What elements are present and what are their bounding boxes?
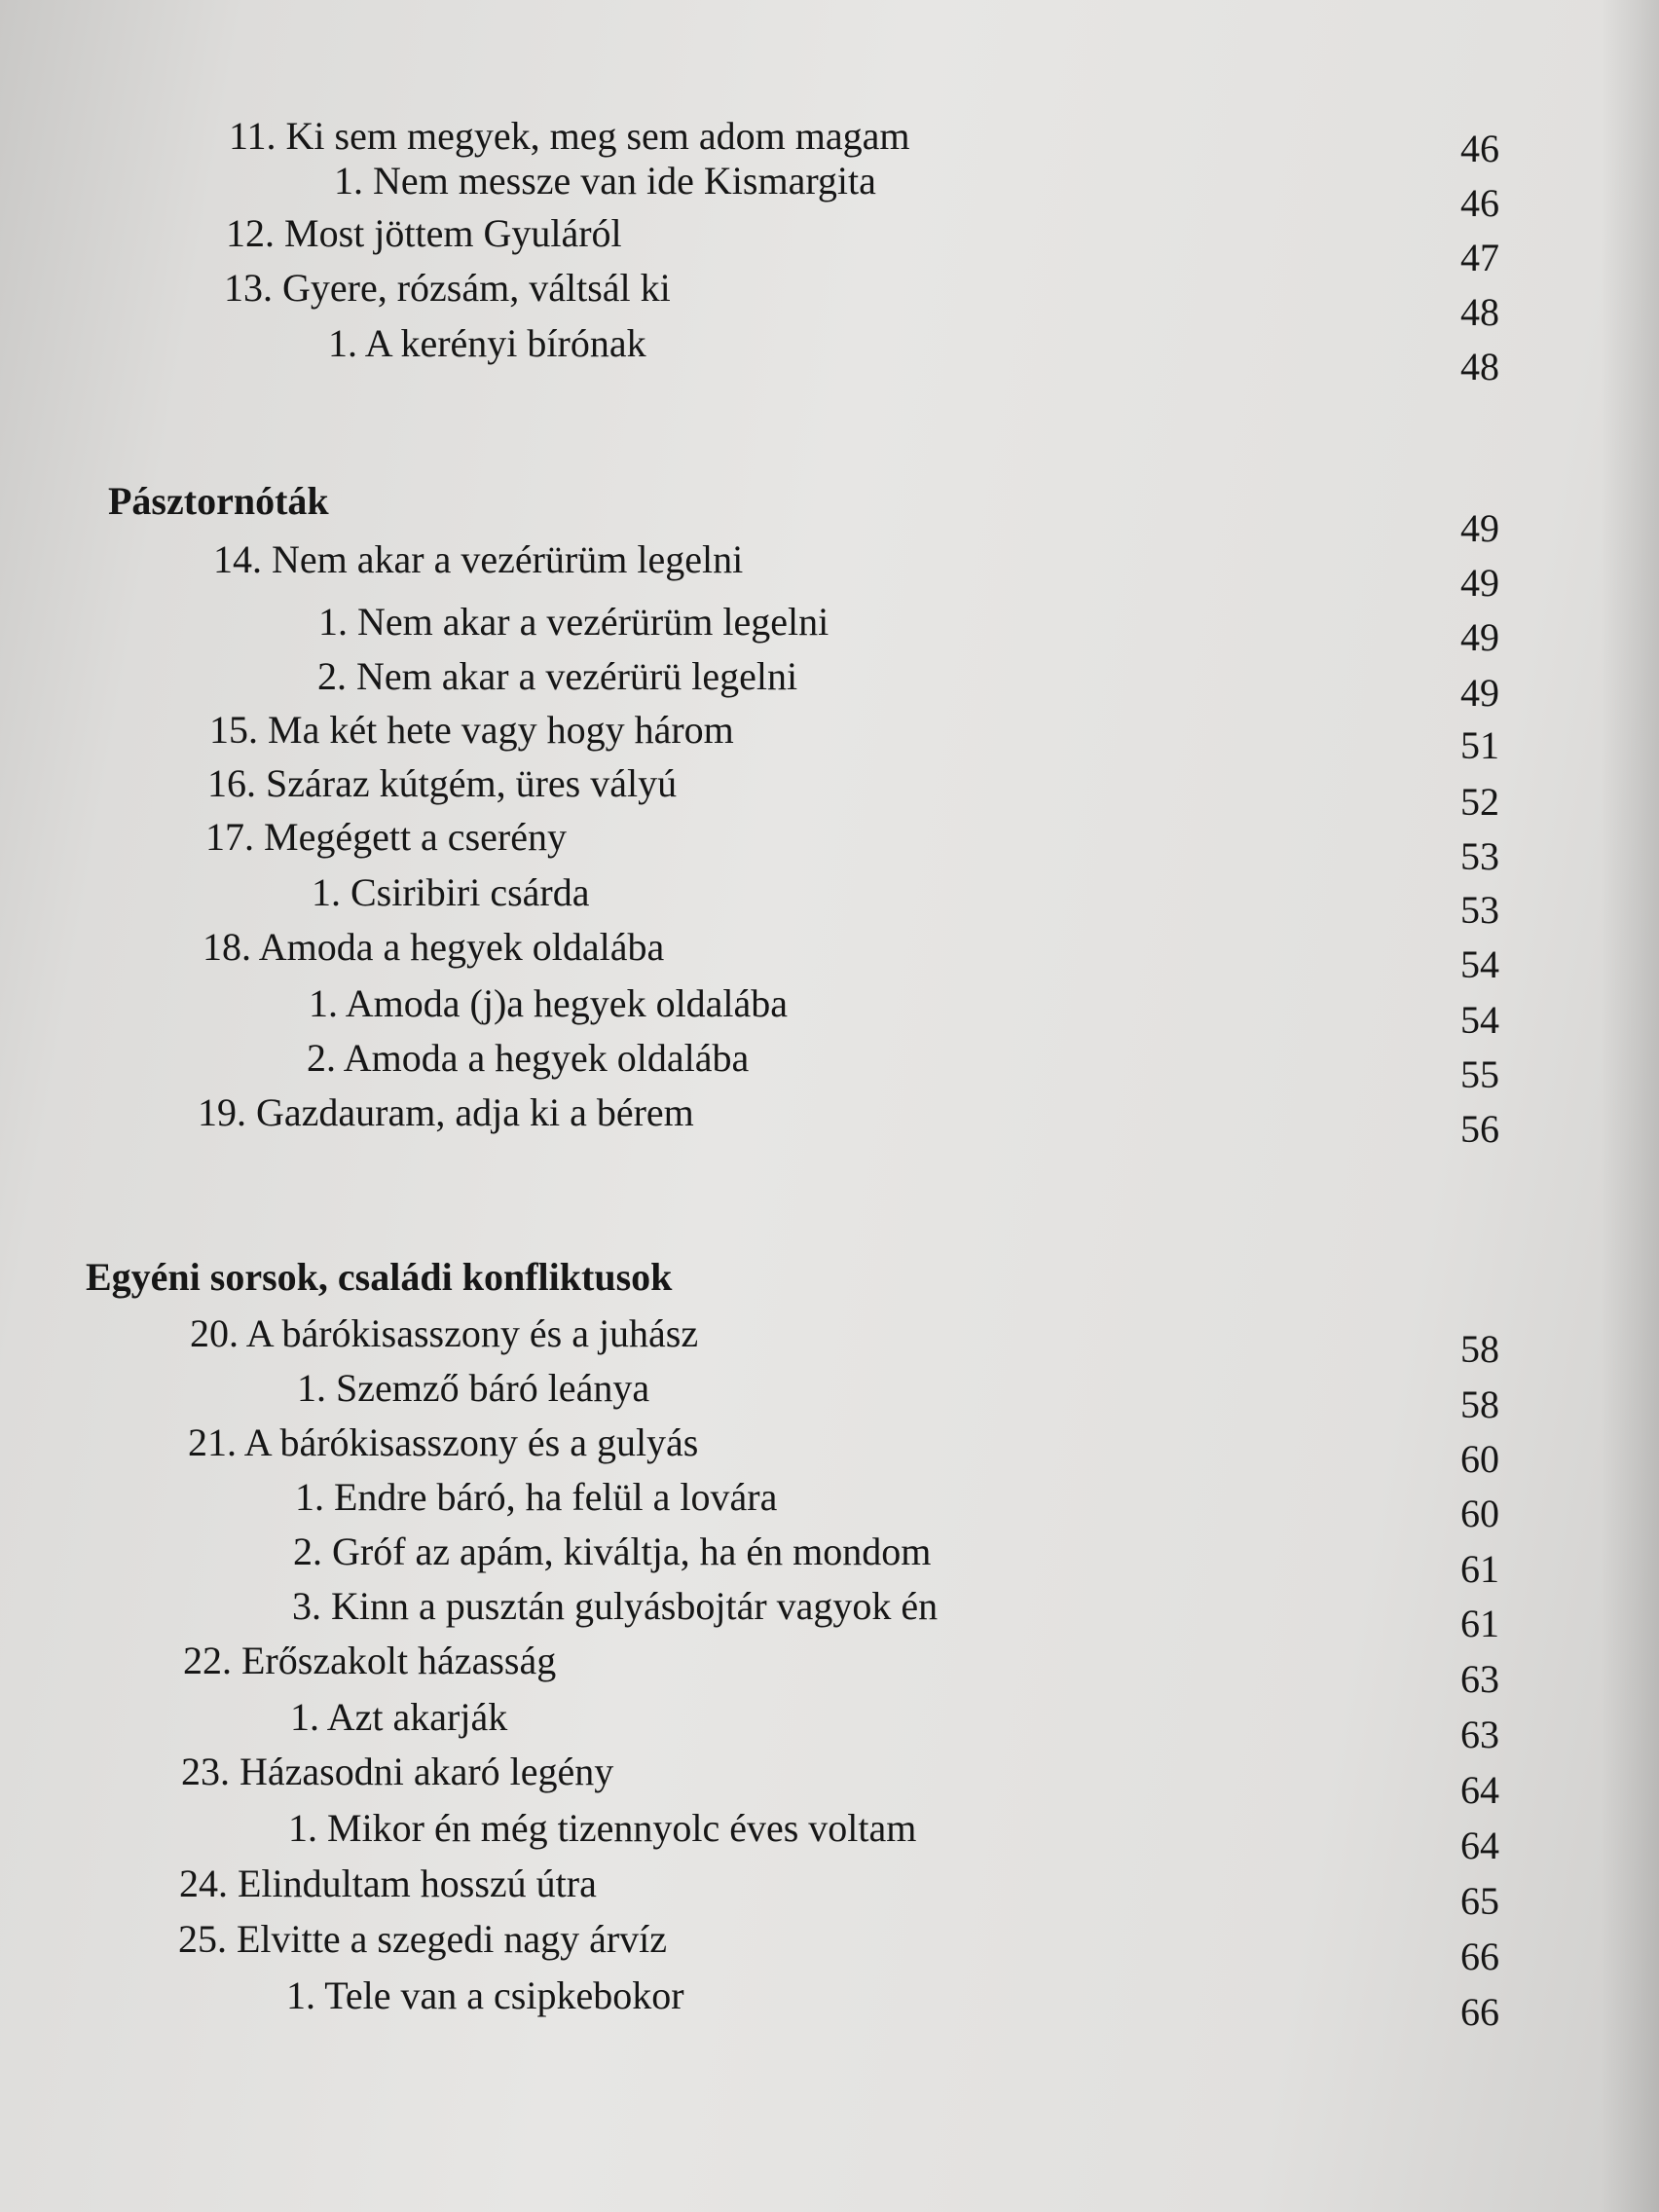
toc-subentry: 1. Nem messze van ide Kismargita [334, 159, 876, 203]
toc-entry: 22. Erőszakolt házasság [183, 1639, 557, 1682]
toc-page-number: 56 [1460, 1107, 1499, 1151]
toc-page-number: 54 [1460, 942, 1499, 986]
toc-entry: 24. Elindultam hosszú útra [179, 1862, 597, 1905]
toc-entry: 15. Ma két hete vagy hogy három [209, 708, 734, 752]
toc-subentry: 1. Amoda (j)a hegyek oldalába [309, 981, 789, 1025]
toc-page-number: 49 [1460, 671, 1499, 715]
toc-page-number: 48 [1460, 345, 1499, 388]
toc-page-number: 60 [1460, 1437, 1499, 1481]
toc-page-number: 64 [1460, 1824, 1499, 1867]
toc-subentry: 2. Amoda a hegyek oldalába [307, 1036, 750, 1080]
toc-page-number: 48 [1460, 290, 1499, 334]
toc-subentry: 1. Tele van a csipkebokor [286, 1973, 684, 2017]
toc-page-number: 49 [1460, 615, 1499, 659]
toc-page-number: 66 [1460, 1935, 1499, 1978]
toc-page-number: 47 [1460, 236, 1499, 279]
toc-page-number: 52 [1460, 780, 1499, 824]
toc-entry: 16. Száraz kútgém, üres vályú [207, 761, 678, 805]
toc-subentry: 3. Kinn a pusztán gulyásbojtár vagyok én [292, 1584, 939, 1628]
toc-subentry: 1. A kerényi bírónak [328, 321, 646, 365]
toc-entry: 17. Megégett a cserény [205, 815, 567, 859]
toc-page-number: 63 [1460, 1657, 1499, 1701]
toc-page-number: 53 [1460, 834, 1499, 878]
section-heading: Pásztornóták [108, 479, 329, 523]
toc-entry: 20. A bárókisasszony és a juhász [190, 1311, 699, 1355]
section-heading: Egyéni sorsok, családi konfliktusok [86, 1255, 673, 1299]
toc-page-number: 54 [1460, 998, 1499, 1042]
toc-entry: 11. Ki sem megyek, meg sem adom magam [229, 114, 910, 158]
toc-entry: 14. Nem akar a vezérürüm legelni [213, 537, 744, 581]
toc-page-number: 53 [1460, 888, 1499, 932]
toc-entry: 25. Elvitte a szegedi nagy árvíz [178, 1917, 668, 1961]
toc-subentry: 1. Azt akarják [290, 1695, 508, 1739]
toc-entry: 19. Gazdauram, adja ki a bérem [198, 1090, 694, 1134]
toc-subentry: 1. Nem akar a vezérürüm legelni [318, 600, 830, 644]
toc-subentry: 2. Gróf az apám, kiváltja, ha én mondom [293, 1530, 932, 1573]
toc-entry: 18. Amoda a hegyek oldalába [203, 925, 665, 969]
toc-page-number: 65 [1460, 1879, 1499, 1923]
toc-page-number: 58 [1460, 1382, 1499, 1426]
toc-entry: 21. A bárókisasszony és a gulyás [188, 1420, 699, 1464]
toc-page-number: 58 [1460, 1327, 1499, 1371]
toc-page-number: 51 [1460, 723, 1499, 767]
toc-page-number: 55 [1460, 1052, 1499, 1096]
toc-page-number: 63 [1460, 1713, 1499, 1756]
toc-page-number: 46 [1460, 127, 1499, 170]
toc-subentry: 1. Szemző báró leánya [297, 1366, 650, 1410]
toc-subentry: 1. Mikor én még tizennyolc éves voltam [288, 1806, 917, 1850]
toc-page-number: 61 [1460, 1547, 1499, 1591]
page-edge-shadow [1601, 0, 1659, 2212]
toc-page-number: 64 [1460, 1768, 1499, 1812]
toc-subentry: 1. Endre báró, ha felül a lovára [295, 1475, 778, 1519]
toc-entry: 12. Most jöttem Gyuláról [226, 211, 622, 255]
toc-entry: 13. Gyere, rózsám, váltsál ki [224, 266, 671, 310]
toc-subentry: 2. Nem akar a vezérürü legelni [317, 654, 798, 698]
toc-page-number: 60 [1460, 1492, 1499, 1535]
toc-page-number: 49 [1460, 561, 1499, 605]
toc-page-number: 49 [1460, 506, 1499, 550]
toc-page-number: 61 [1460, 1602, 1499, 1645]
toc-subentry: 1. Csiribiri csárda [312, 870, 590, 914]
toc-page-number: 46 [1460, 181, 1499, 225]
toc-page-number: 66 [1460, 1990, 1499, 2034]
toc-entry: 23. Házasodni akaró legény [181, 1750, 614, 1793]
